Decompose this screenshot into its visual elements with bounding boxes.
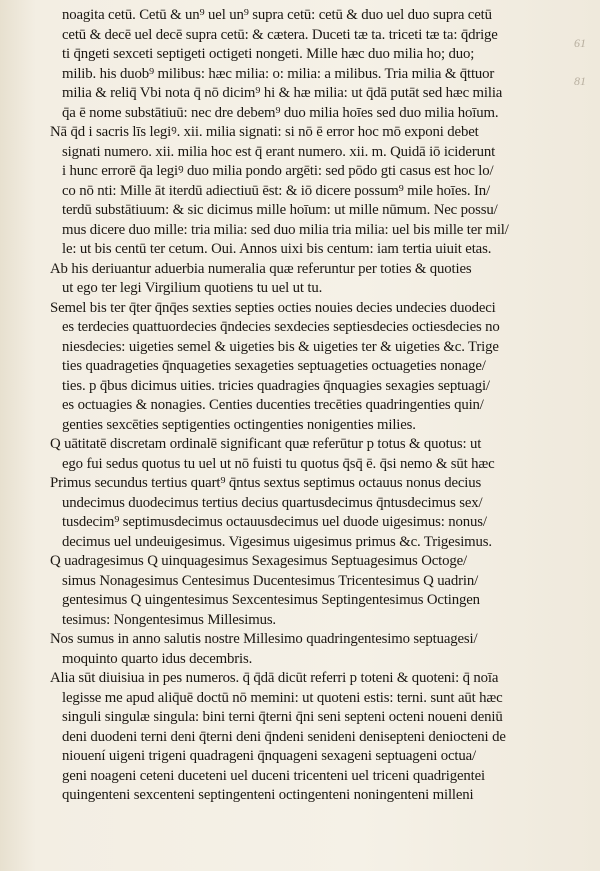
text-line: geni noageni ceteni duceteni uel duceni tricenteni uel triceni quadrigentei xyxy=(62,767,486,784)
text-line: Q uātitatē discretam ordinalē significant quæ referūtur p totus & quotus: ut xyxy=(50,436,482,452)
text-line: quingenteni sexcenteni septingenteni octingenteni noningenteni milleni xyxy=(62,787,474,803)
text-line: niesdecies: uigeties semel & uigeties bis & uigeties ter & uigeties &c. Trige xyxy=(62,338,499,355)
text-line: simus Nonagesimus Centesimus Ducentesimus Tricentesimus Q uadrin/ xyxy=(62,572,479,589)
text-line: ti q̄ngeti sexceti septigeti octigeti nongeti. Mille hæc duo milia ho; duo; xyxy=(62,46,475,62)
text-line: Primus secundus tertius quart⁹ q̄ntus sextus septimus octauus nonus decius xyxy=(50,475,482,491)
text-line: noagita cetū. Cetū & un⁹ uel un⁹ supra cetū: cetū & duo uel duo supra cetū xyxy=(62,7,492,23)
text-line: milia & reliq̄ Vbi nota q̄ nō dicim⁹ hi & hæ milia: ut q̄dā putāt sed hæc milia xyxy=(62,85,503,101)
text-line: milib. his duob⁹ milibus: hæc milia: o: milia: a milibus. Tria milia & q̄ttuor xyxy=(62,65,495,82)
text-line: es octuagies & nonagies. Centies ducenties trecēties quadringenties quin/ xyxy=(62,397,484,413)
text-line: tesimus: Nongentesimus Millesimus. xyxy=(62,611,276,628)
text-line: singuli singulæ singula: bini terni q̄terni q̄ni seni septeni octeni noueni deniū xyxy=(62,709,503,725)
text-line: q̄a ē nome substātiuū: nec dre debem⁹ duo milia hoīes sed duo milia hoīum. xyxy=(62,104,499,121)
text-line: legisse me apud aliq̄uē doctū nō memini: ut quoteni estis: terni. sunt aūt hæc xyxy=(62,689,503,706)
text-line: ut ego ter legi Virgilium quotiens tu uel ut tu. xyxy=(62,280,323,296)
margin-mark: 61 xyxy=(574,36,586,50)
text-line: es terdecies quattuordecies q̄ndecies sexdecies septiesdecies octiesdecies no xyxy=(62,319,500,335)
text-line: Q uadragesimus Q uinquagesimus Sexagesimus Septuagesimus Octoge/ xyxy=(50,553,467,569)
text-line: moquinto quarto idus decembris. xyxy=(62,650,253,667)
text-line: Alia sūt diuisiua in pes numeros. q̄ q̄dā dicūt referri p toteni & quoteni: q̄ noīa xyxy=(50,670,499,686)
text-line: Ab his deriuantur aduerbia numeralia quæ referuntur per toties & quoties xyxy=(50,260,472,277)
text-line: Nā q̄d i sacris līs legiꝰ. xii. milia signati: si nō ē error hoc mō exponi debet xyxy=(50,124,479,140)
text-line: i hunc errorē q̄a legiꝰ duo milia pondo argēti: sed pōdo gti casus est hoc lo/ xyxy=(62,163,494,179)
text-line: Semel bis ter q̄ter q̄nq̄es sexties septies octies nouies decies undecies duodeci xyxy=(50,299,496,316)
text-line: genties sexcēties septigenties octingenties nonigenties milies. xyxy=(62,416,416,433)
text-line: signati numero. xii. milia hoc est q̄ erant numero. xii. m. Quidā iō iciderunt xyxy=(62,143,496,160)
margin-mark: 81 xyxy=(574,74,586,88)
text-line: undecimus duodecimus tertius decius quartusdecimus q̄ntusdecimus sex/ xyxy=(62,494,483,511)
text-line: terdū substātiuum: & sic dicimus mille hoīum: ut mille nūmum. Nec possu/ xyxy=(62,202,498,218)
text-line: co nō nti: Mille āt iterdū adiectiuū ēst: & iō dicere possum⁹ mile hoīes. In/ xyxy=(62,182,490,199)
text-line: mus dicere duo mille: tria milia: sed duo milia tria milia: uel bis mille ter mil/ xyxy=(62,221,509,238)
text-line: deni duodeni terni deni q̄terni deni q̄ndeni senideni denisepteni deniocteni de xyxy=(62,728,506,745)
text-line: gentesimus Q uingentesimus Sexcentesimus Septingentesimus Octingen xyxy=(62,592,480,608)
text-line: ties. p q̄bus dicimus uities. tricies quadragies q̄nquagies sexagies septuagi/ xyxy=(62,377,490,394)
incunable-text-block xyxy=(50,6,570,806)
text-line: ego fui sedus quotus tu uel ut nō fuisti tu quotus q̄sq̄ ē. q̄si nemo & sūt hæc xyxy=(62,455,495,472)
text-line: decimus uel undeuigesimus. Vigesimus uigesimus primus &c. Trigesimus. xyxy=(62,533,492,550)
text-line: tusdecim⁹ septimusdecimus octauusdecimus uel duode uigesimus: nonus/ xyxy=(62,514,487,530)
text-line: le: ut bis centū ter cetum. Oui. Annos uixi bis centum: iam tertia uiuit etas. xyxy=(62,241,492,257)
text-line: niouení uigeni trigeni quadrageni q̄nquageni sexageni septuageni octua/ xyxy=(62,748,476,764)
text-line: cetū & decē uel decē supra cetū: & cætera. Duceti tæ ta. triceti tæ ta: q̄drige xyxy=(62,26,498,43)
text-line: Nos sumus in anno salutis nostre Millesimo quadringentesimo septuagesi/ xyxy=(50,631,478,647)
text-line: ties quadrageties q̄nquageties sexageties septuageties octuageties nonage/ xyxy=(62,358,486,374)
